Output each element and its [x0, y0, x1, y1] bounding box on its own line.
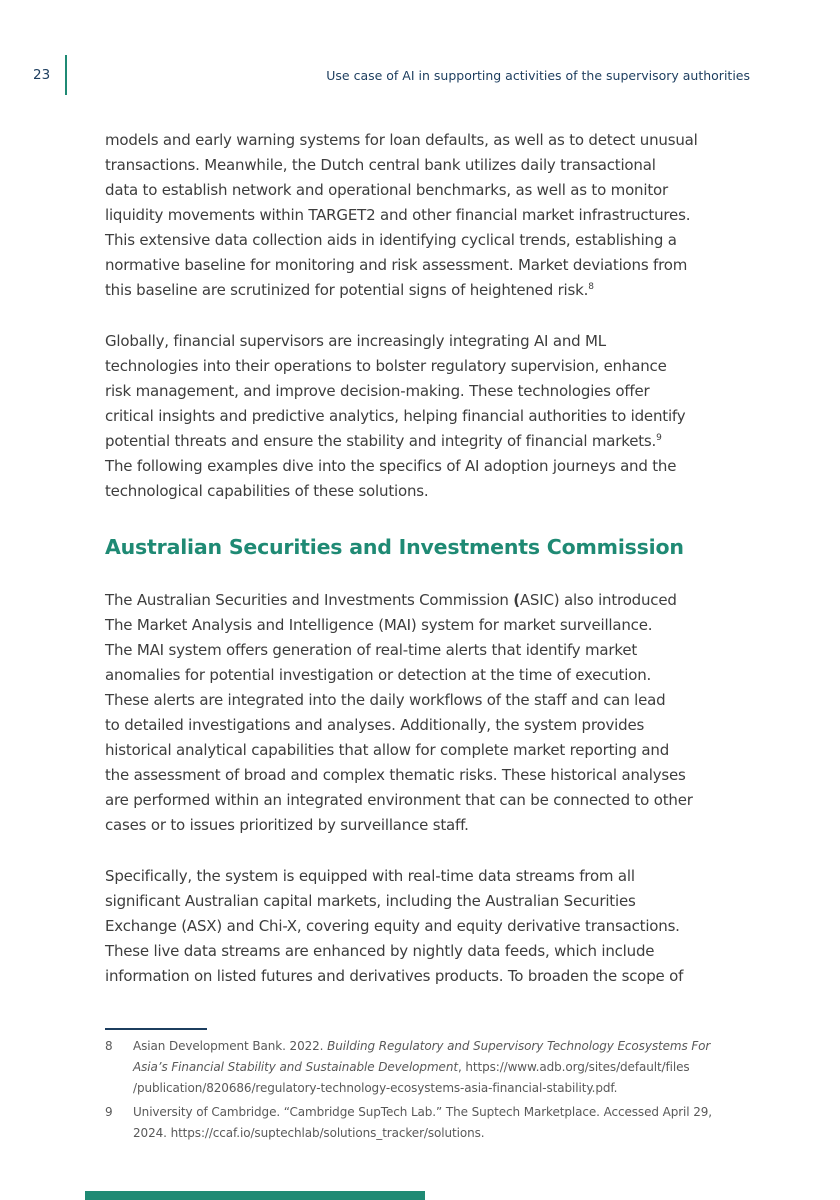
footnote-text: Asian Development Bank. 2022. Building Regulatory and Supervisory Technology Ecosystems For Asia’s Financial Stability and Sustainable Development, https://www.adb.org/sites/default/files /publication/820686/regulatory-technology-ecosystems-asia-financial-stability.pdf. — [133, 1039, 711, 1095]
footnote-number: 8 — [105, 1039, 113, 1053]
page-number: 23 — [33, 67, 51, 83]
paragraph-2: Globally, financial supervisors are increasingly integrating AI and ML technologies into their operations to bolster regulatory supervision, enhance risk management, and improve decision-making. These technologies offer critical insights and predictive analytics, helping financial authorities to identify potential threats and ensure the stability and integrity of financial markets.$^9$ The following examples dive into the specifics of AI adoption journeys and the technological capabilities of these solutions. — [105, 332, 686, 500]
page-body — [105, 128, 745, 1015]
paragraph-3: The Australian Securities and Investments Commission (ASIC) also introduced The Market Analysis and Intelligence (MAI) system for market surveillance. The MAI system offers generation of real-time alerts that identify market anomalies for potential investigation or detection at the time of execution. These alerts are integrated into the daily workflows of the staff and can lead to detailed investigations and analyses. Additionally, the system provides historical analytical capabilities that allow for complete market reporting and the assessment of broad and complex thematic risks. These historical analyses are performed within an integrated environment that can be connected to other cases or to issues prioritized by surveillance staff. — [105, 591, 693, 834]
footnote-number: 9 — [105, 1105, 113, 1119]
footnote-separator — [105, 1028, 207, 1030]
paragraph-1: models and early warning systems for loan defaults, as well as to detect unusual transactions. Meanwhile, the Dutch central bank utilizes daily transactional data to establish network and operational benchmarks, as well as to monitor liquidity movements within TARGET2 and other financial market infrastructures. This extensive data collection aids in identifying cyclical trends, establishing a normative baseline for monitoring and risk assessment. Market deviations from this baseline are scrutinized for potential signs of heightened risk.$^8$ — [105, 131, 698, 299]
footnote-8 — [105, 1036, 745, 1099]
page-header — [33, 55, 750, 95]
bottom-accent-bar — [85, 1191, 425, 1200]
section-heading: Australian Securities and Investments Commission — [105, 535, 684, 559]
footnotes-section — [105, 1028, 745, 1147]
footnote-9 — [105, 1102, 745, 1144]
footnote-text: University of Cambridge. “Cambridge SupTech Lab.” The Suptech Marketplace. Accessed April 29, 2024. https://ccaf.io/suptechlab/solutions_tracker/solutions. — [133, 1105, 713, 1140]
header-title: Use case of AI in supporting activities of the supervisory authorities — [326, 67, 750, 83]
paragraph-4: Specifically, the system is equipped with real-time data streams from all significant Australian capital markets, including the Australian Securities Exchange (ASX) and Chi-X, covering equity and equity derivative transactions. These live data streams are enhanced by nightly data feeds, which include information on listed futures and derivatives products. To broaden the scope of — [105, 867, 684, 985]
